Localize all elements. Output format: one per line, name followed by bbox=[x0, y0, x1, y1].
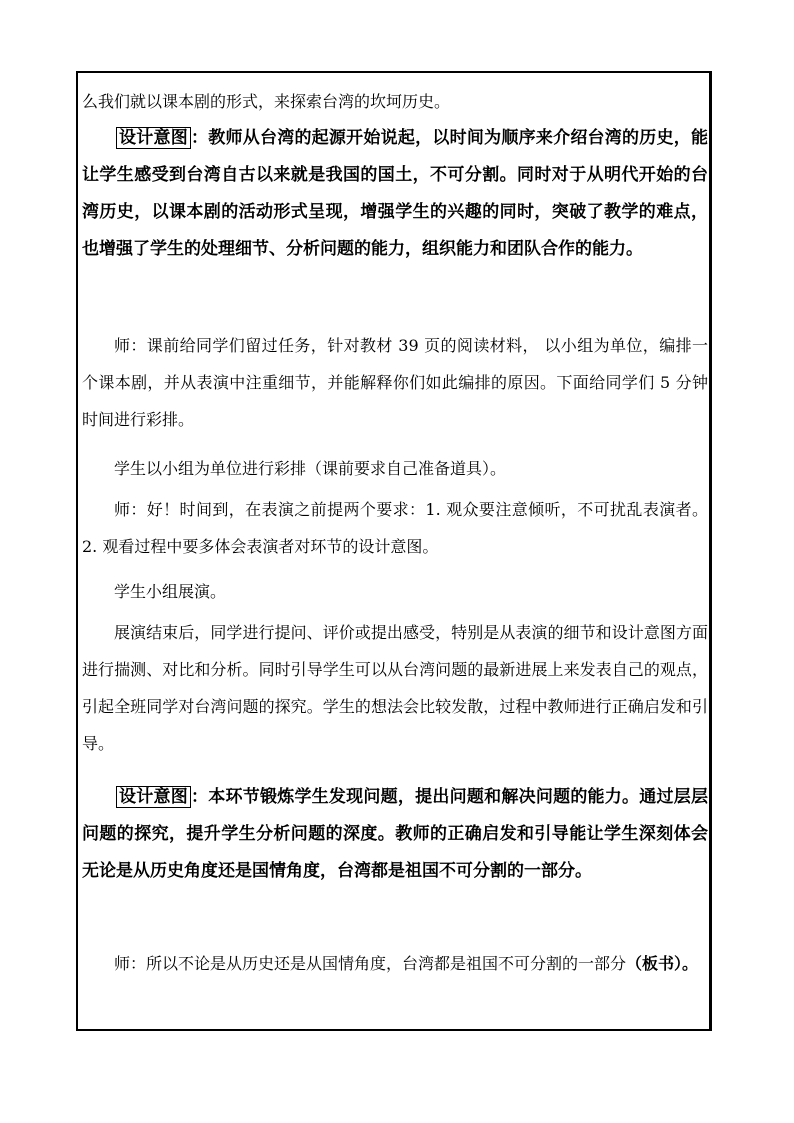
paragraph-intro-end: 么我们就以课本剧的形式，来探索台湾的坎坷历史。 bbox=[82, 92, 451, 111]
lesson-plan-frame bbox=[76, 71, 712, 1031]
blackboard-note: （板书）。 bbox=[626, 954, 699, 973]
design-intent-2 bbox=[82, 779, 708, 890]
design-intent-text: ：教师从台湾的起源开始说起，以时间为顺序来介绍台湾的历史，能让学生感受到台湾自古以来就是我国的国土，不可分割。同时对于从明代开始的台湾历史，以课本剧的活动形式呈现，增强学生的兴趣的同时，突破了教学的难点，也增强了学生的处理细节、分析问题的能力，组织能力和团队合作的能力。 bbox=[82, 128, 709, 259]
paragraph-student-performance: 学生小组展演。 bbox=[114, 582, 227, 601]
conclusion-text: 师：所以不论是从历史还是从国情角度，台湾都是祖国不可分割的一部分 bbox=[114, 954, 627, 973]
paragraph-student-rehearsal: 学生以小组为单位进行彩排（课前要求自己准备道具）。 bbox=[114, 459, 507, 478]
paragraph-discussion: 展演结束后，同学进行提问、评价或提出感受，特别是从表演的细节和设计意图方面进行揣测、对比和分析。同时引导学生可以从台湾问题的最新进展上来发表自己的观点，引起全班同学对台湾问题的探究。学生的想法会比较发散，过程中教师进行正确启发和引导。 bbox=[82, 623, 708, 753]
design-intent-label: 设计意图 bbox=[116, 127, 191, 149]
design-intent-1 bbox=[82, 120, 708, 268]
paragraph-teacher-task: 师：课前给同学们留过任务，针对教材 39 页的阅读材料， 以小组为单位，编排一个课本剧，并从表演中注重细节，并能解释你们如此编排的原因。下面给同学们 5 分钟时间进行彩排。 bbox=[82, 336, 708, 429]
paragraph-teacher-requirements: 师：好！时间到，在表演之前提两个要求：1. 观众要注意倾听，不可扰乱表演者。2. 观看过程中要多体会表演者对环节的设计意图。 bbox=[82, 500, 708, 556]
paragraph-conclusion bbox=[82, 945, 708, 982]
design-intent-label: 设计意图 bbox=[116, 786, 191, 808]
design-intent-text: ：本环节锻炼学生发现问题，提出问题和解决问题的能力。通过层层问题的探究，提升学生分析问题的深度。教师的正确启发和引导能让学生深刻体会无论是从历史角度还是国情角度，台湾都是祖国不可分割的一部分。 bbox=[82, 787, 709, 881]
